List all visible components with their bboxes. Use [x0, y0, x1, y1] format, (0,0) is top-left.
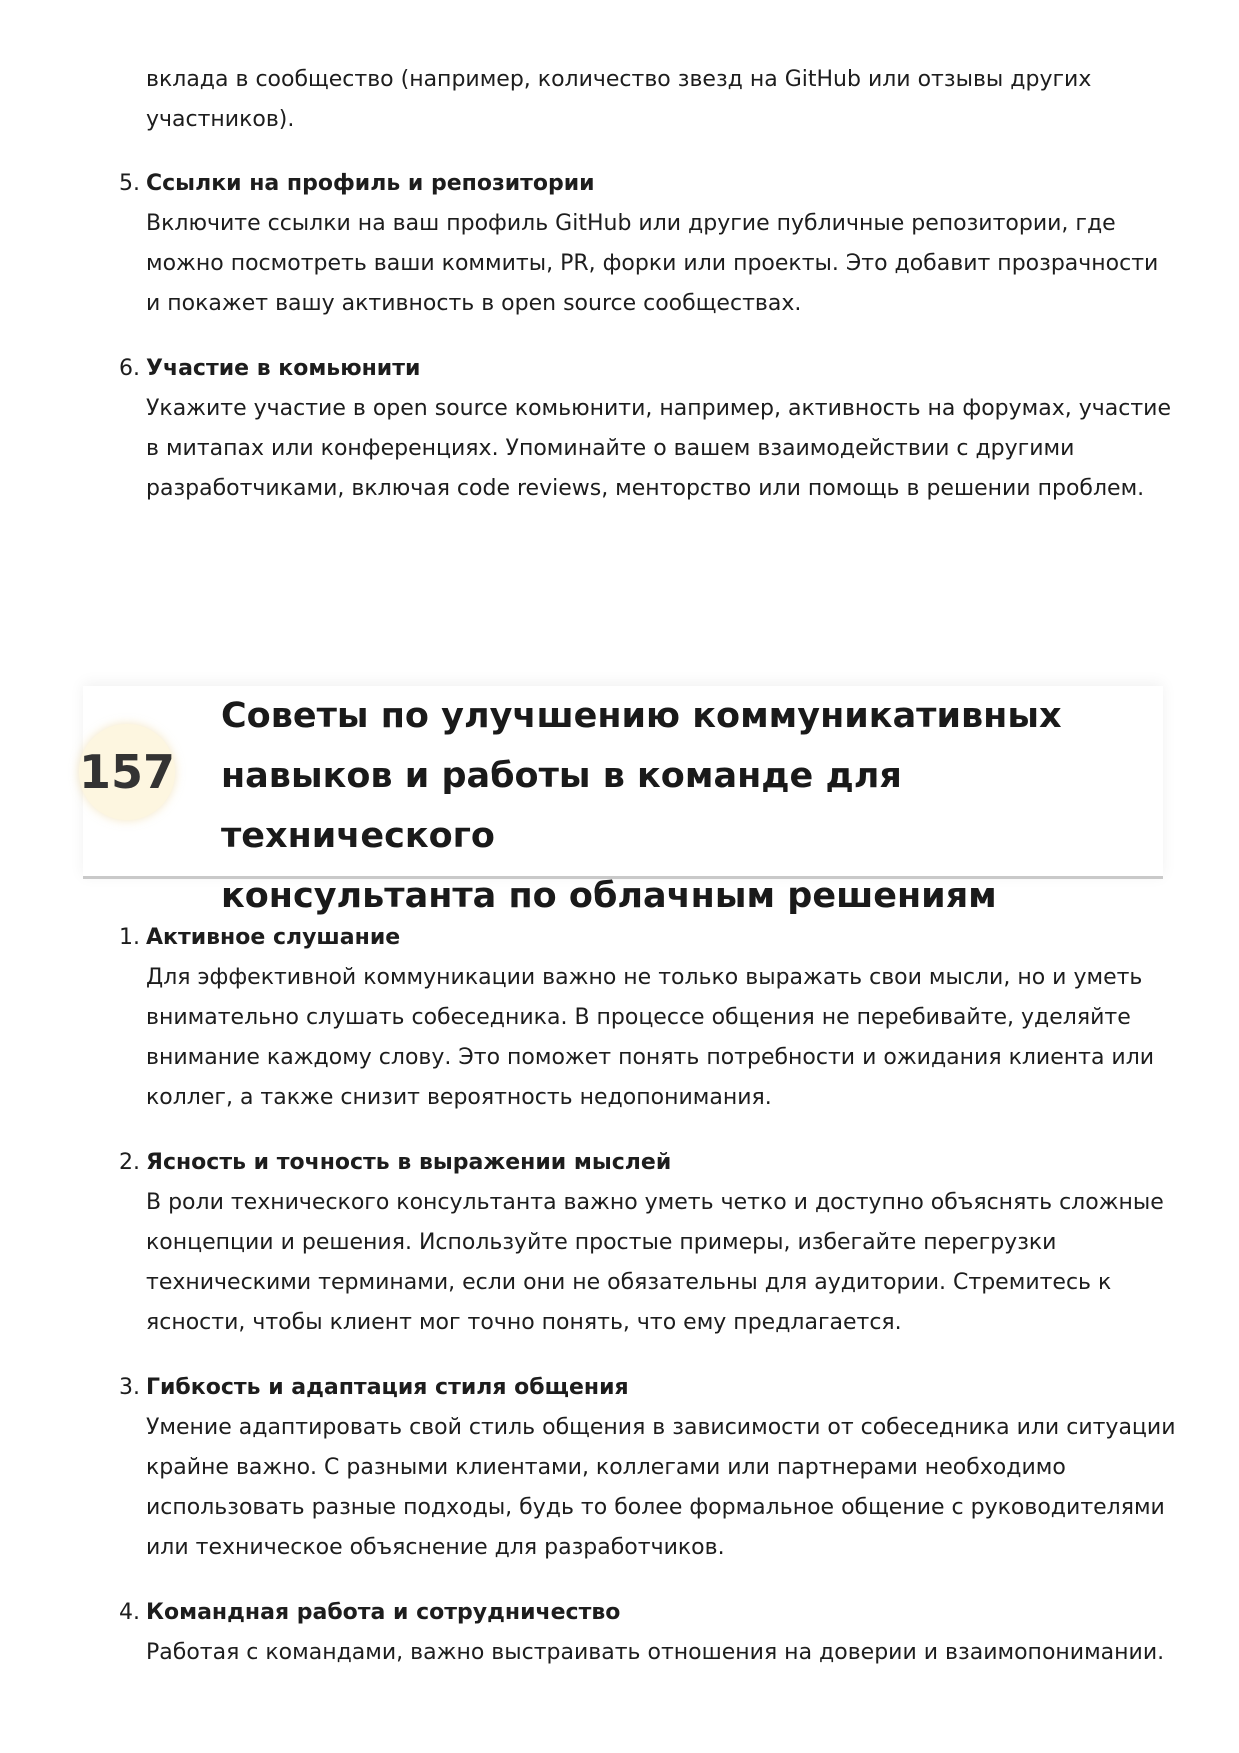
list-item-title: Участие в комьюнити [146, 356, 421, 381]
intro-paragraph [146, 60, 1166, 140]
list-item [119, 1593, 1179, 1673]
list-item [119, 349, 1179, 509]
text-line: ясности, чтобы клиент мог точно понять, что ему предлагается. [146, 1310, 902, 1335]
list-item-number: 3. [119, 1375, 140, 1400]
list-item-title: Командная работа и сотрудничество [146, 1600, 621, 1625]
list-item-body [146, 1633, 1176, 1673]
list-item [119, 1368, 1179, 1568]
text-line: в митапах или конференциях. Упоминайте о вашем взаимодействии с другими [146, 436, 1075, 461]
chapter-number-badge: 157 [79, 724, 175, 820]
list-item-number: 1. [119, 925, 140, 950]
list-item [119, 918, 1179, 1118]
chapter-title-line: консультанта по облачным решениям [221, 876, 997, 916]
text-line: разработчиками, включая code reviews, менторство или помощь в решении проблем. [146, 476, 1145, 501]
chapter-heading [79, 686, 1163, 916]
chapter-title [221, 686, 1151, 926]
list-item-header [119, 1368, 1179, 1408]
text-line: внимательно слушать собеседника. В процессе общения не перебивайте, уделяйте [146, 1005, 1131, 1030]
text-line: можно посмотреть ваши коммиты, PR, форки или проекты. Это добавит прозрачности [146, 251, 1159, 276]
list-item-body [146, 204, 1176, 324]
list-item-title: Активное слушание [146, 925, 401, 950]
text-line: Работая с командами, важно выстраивать отношения на доверии и взаимопонимании. [146, 1640, 1165, 1665]
text-line: коллег, а также снизит вероятность недопонимания. [146, 1085, 772, 1110]
text-line: концепции и решения. Используйте простые примеры, избегайте перегрузки [146, 1230, 1057, 1255]
list-item-header [119, 918, 1179, 958]
list-item-body [146, 389, 1176, 509]
list-item [119, 1143, 1179, 1343]
list-item-body [146, 958, 1176, 1118]
list-item-number: 4. [119, 1600, 140, 1625]
list-item-title: Гибкость и адаптация стиля общения [146, 1375, 629, 1400]
list-item-number: 6. [119, 356, 140, 381]
text-line: вклада в сообщество (например, количество звезд на GitHub или отзывы других [146, 67, 1092, 92]
text-line: В роли технического консультанта важно уметь четко и доступно объяснять сложные [146, 1190, 1164, 1215]
text-line: использовать разные подходы, будь то более формальное общение с руководителями [146, 1495, 1165, 1520]
text-line: Включите ссылки на ваш профиль GitHub или другие публичные репозитории, где [146, 211, 1116, 236]
list-item-number: 2. [119, 1150, 140, 1175]
list-item-body [146, 1408, 1176, 1568]
list-item [119, 164, 1179, 324]
list-item-header [119, 1143, 1179, 1183]
text-line: внимание каждому слову. Это поможет понять потребности и ожидания клиента или [146, 1045, 1155, 1070]
text-line: Укажите участие в open source комьюнити, например, активность на форумах, участие [146, 396, 1171, 421]
list-item-header [119, 349, 1179, 389]
chapter-title-line: навыков и работы в команде для технического [221, 756, 902, 856]
list-item-number: 5. [119, 171, 140, 196]
chapter-title-line: Советы по улучшению коммуникативных [221, 696, 1062, 736]
list-item-body [146, 1183, 1176, 1343]
text-line: крайне важно. С разными клиентами, коллегами или партнерами необходимо [146, 1455, 1066, 1480]
text-line: и покажет вашу активность в open source сообществах. [146, 291, 802, 316]
text-line: или техническое объяснение для разработчиков. [146, 1535, 725, 1560]
list-item-header [119, 1593, 1179, 1633]
list-item-header [119, 164, 1179, 204]
text-line: техническими терминами, если они не обязательны для аудитории. Стремитесь к [146, 1270, 1112, 1295]
list-item-title: Ссылки на профиль и репозитории [146, 171, 595, 196]
text-line: Умение адаптировать свой стиль общения в зависимости от собеседника или ситуации [146, 1415, 1176, 1440]
text-line: Для эффективной коммуникации важно не только выражать свои мысли, но и уметь [146, 965, 1143, 990]
list-item-title: Ясность и точность в выражении мыслей [146, 1150, 672, 1175]
text-line: участников). [146, 107, 295, 132]
